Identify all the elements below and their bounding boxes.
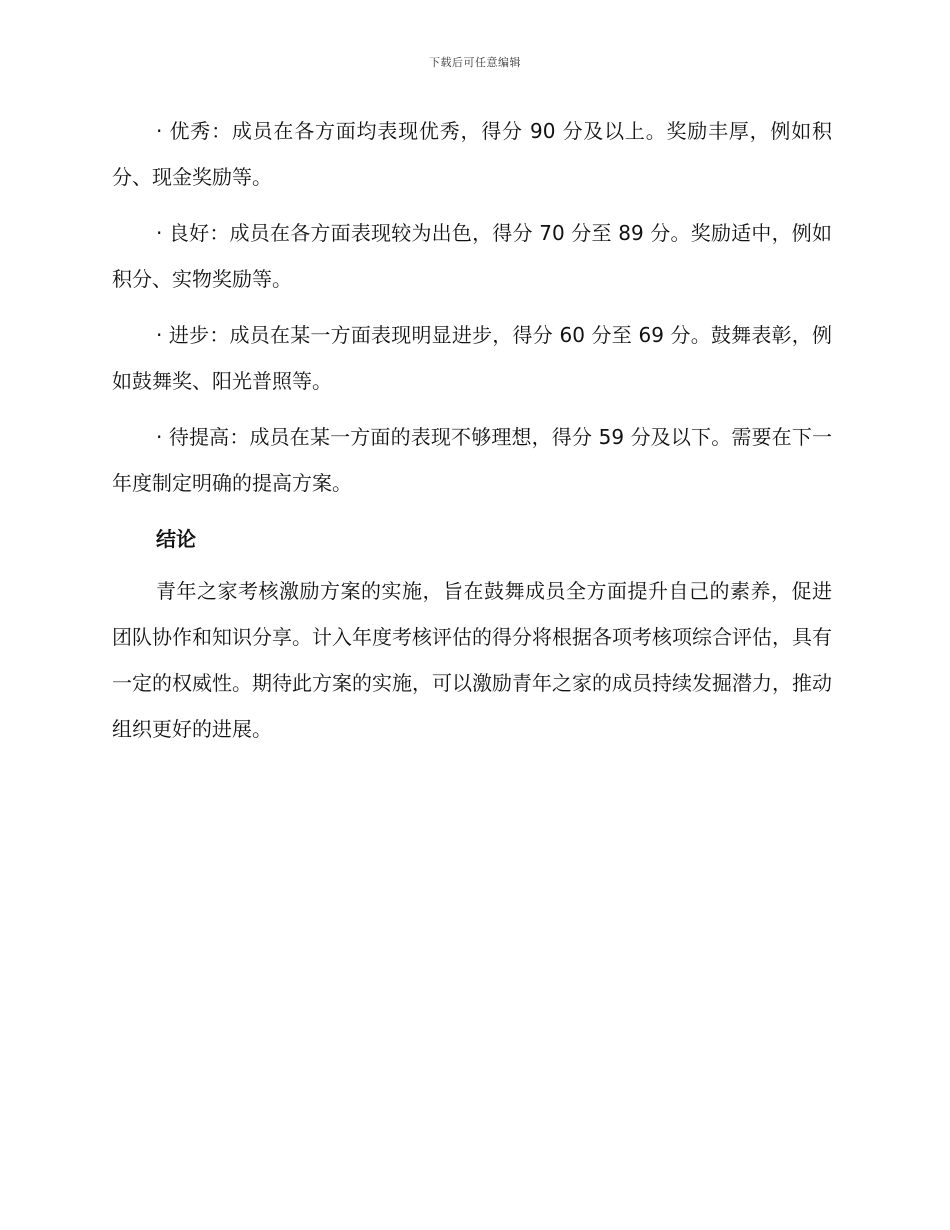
conclusion-heading: 结论 <box>156 527 196 551</box>
bullet-good: · 良好：成员在各方面表现较为出色，得分 70 分至 89 分。奖励适中，例如积分、实物奖励等。 <box>112 221 832 291</box>
page-header-note: 下载后可任意编辑 <box>429 56 521 69</box>
bullet-excellent: · 优秀：成员在各方面均表现优秀，得分 90 分及以上。奖励丰厚，例如积分、现金奖励等。 <box>112 119 832 189</box>
conclusion-paragraph: 青年之家考核激励方案的实施，旨在鼓舞成员全方面提升自己的素养，促进团队协作和知识分享。计入年度考核评估的得分将根据各项考核项综合评估，具有一定的权威性。期待此方案的实施，可以激励青年之家的成员持续发掘潜力，推动组织更好的进展。 <box>112 579 832 741</box>
bullet-to-improve: · 待提高：成员在某一方面的表现不够理想，得分 59 分及以下。需要在下一年度制定明确的提高方案。 <box>112 425 832 495</box>
document-body <box>112 108 832 762</box>
bullet-progress: · 进步：成员在某一方面表现明显进步，得分 60 分至 69 分。鼓舞表彰，例如鼓舞奖、阳光普照等。 <box>112 323 832 393</box>
